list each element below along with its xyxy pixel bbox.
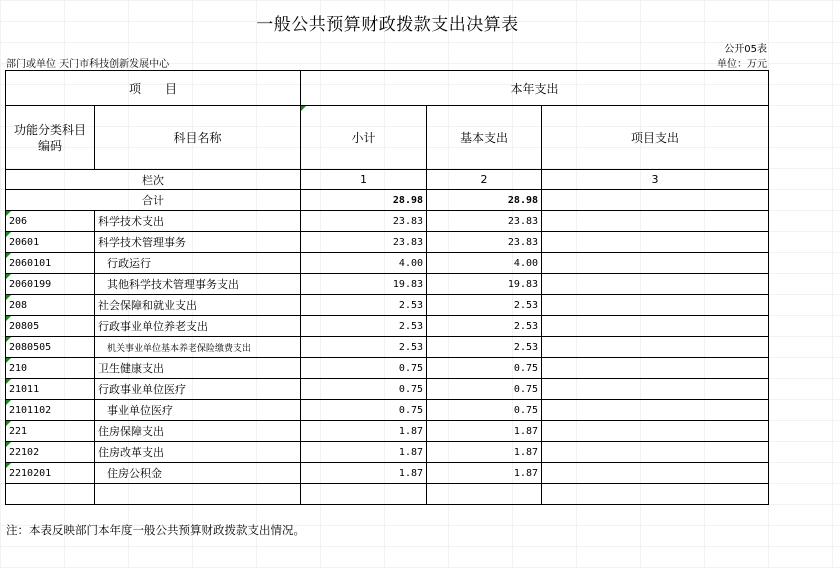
row-subtotal[interactable]: 1.87 (301, 463, 427, 484)
column-index-row (6, 170, 769, 190)
table-row (6, 274, 769, 295)
row-code[interactable]: 210 (6, 358, 95, 379)
header-subject-name[interactable]: 科目名称 (95, 106, 301, 170)
row-project[interactable] (542, 211, 769, 232)
row-basic[interactable]: 2.53 (427, 295, 542, 316)
row-subtotal[interactable]: 4.00 (301, 253, 427, 274)
row-basic[interactable]: 1.87 (427, 421, 542, 442)
row-project[interactable] (542, 253, 769, 274)
row-name[interactable]: 住房公积金 (95, 463, 301, 484)
total-subtotal[interactable]: 28.98 (301, 190, 427, 211)
row-project[interactable] (542, 463, 769, 484)
empty-cell[interactable] (6, 484, 95, 505)
row-subtotal[interactable]: 0.75 (301, 358, 427, 379)
row-basic[interactable]: 1.87 (427, 442, 542, 463)
header-row-1 (6, 71, 769, 106)
header-item[interactable]: 项 目 (6, 71, 301, 106)
table-row (6, 358, 769, 379)
row-code[interactable]: 2080505 (6, 337, 95, 358)
table-row (6, 211, 769, 232)
row-project[interactable] (542, 295, 769, 316)
total-project[interactable] (542, 190, 769, 211)
row-project[interactable] (542, 358, 769, 379)
header-project[interactable]: 项目支出 (542, 106, 769, 170)
row-name[interactable]: 住房保障支出 (95, 421, 301, 442)
row-project[interactable] (542, 400, 769, 421)
department-label: 部门或单位 天门市科技创新发展中心 (6, 59, 170, 70)
row-subtotal[interactable]: 2.53 (301, 295, 427, 316)
row-project[interactable] (542, 232, 769, 253)
row-code[interactable]: 20805 (6, 316, 95, 337)
table-row (6, 421, 769, 442)
table-row (6, 400, 769, 421)
footnote: 注：本表反映部门本年度一般公共预算财政拨款支出情况。 (6, 523, 305, 537)
row-basic[interactable]: 0.75 (427, 358, 542, 379)
column-index-3[interactable]: 3 (542, 170, 769, 190)
row-subtotal[interactable]: 1.87 (301, 421, 427, 442)
row-name[interactable]: 科学技术管理事务 (95, 232, 301, 253)
row-subtotal[interactable]: 2.53 (301, 316, 427, 337)
row-name[interactable]: 行政事业单位养老支出 (95, 316, 301, 337)
header-subtotal[interactable]: 小计 (301, 106, 427, 170)
row-basic[interactable]: 4.00 (427, 253, 542, 274)
row-name[interactable]: 住房改革支出 (95, 442, 301, 463)
table-row (6, 253, 769, 274)
table-row (6, 379, 769, 400)
row-project[interactable] (542, 337, 769, 358)
empty-cell[interactable] (301, 484, 427, 505)
row-subtotal[interactable]: 23.83 (301, 232, 427, 253)
column-index-2[interactable]: 2 (427, 170, 542, 190)
row-basic[interactable]: 1.87 (427, 463, 542, 484)
total-basic[interactable]: 28.98 (427, 190, 542, 211)
row-basic[interactable]: 23.83 (427, 211, 542, 232)
row-basic[interactable]: 2.53 (427, 316, 542, 337)
row-basic[interactable]: 2.53 (427, 337, 542, 358)
row-code[interactable]: 20601 (6, 232, 95, 253)
row-subtotal[interactable]: 0.75 (301, 400, 427, 421)
total-row (6, 190, 769, 211)
table-row (6, 232, 769, 253)
header-current-year[interactable]: 本年支出 (301, 71, 769, 106)
row-subtotal[interactable]: 23.83 (301, 211, 427, 232)
empty-row (6, 484, 769, 505)
row-basic[interactable]: 0.75 (427, 400, 542, 421)
unit-label: 单位：万元 (717, 59, 767, 70)
expenditure-table (5, 70, 769, 505)
row-name[interactable]: 其他科学技术管理事务支出 (95, 274, 301, 295)
table-row (6, 295, 769, 316)
row-subtotal[interactable]: 19.83 (301, 274, 427, 295)
row-code[interactable]: 208 (6, 295, 95, 316)
column-index-label[interactable]: 栏次 (6, 170, 301, 190)
table-row (6, 337, 769, 358)
row-code[interactable]: 2101102 (6, 400, 95, 421)
row-subtotal[interactable]: 2.53 (301, 337, 427, 358)
table-row (6, 463, 769, 484)
row-code[interactable]: 2060199 (6, 274, 95, 295)
row-name[interactable]: 机关事业单位基本养老保险缴费支出 (95, 337, 301, 358)
row-project[interactable] (542, 421, 769, 442)
row-basic[interactable]: 23.83 (427, 232, 542, 253)
row-name[interactable]: 行政事业单位医疗 (95, 379, 301, 400)
row-name[interactable]: 事业单位医疗 (95, 400, 301, 421)
row-code[interactable]: 206 (6, 211, 95, 232)
row-name[interactable]: 行政运行 (95, 253, 301, 274)
form-number: 公开05表 (724, 44, 767, 55)
row-project[interactable] (542, 274, 769, 295)
header-basic[interactable]: 基本支出 (427, 106, 542, 170)
row-code[interactable]: 221 (6, 421, 95, 442)
row-code[interactable]: 21011 (6, 379, 95, 400)
column-index-1[interactable]: 1 (301, 170, 427, 190)
row-code[interactable]: 2060101 (6, 253, 95, 274)
row-subtotal[interactable]: 0.75 (301, 379, 427, 400)
row-name[interactable]: 科学技术支出 (95, 211, 301, 232)
row-subtotal[interactable]: 1.87 (301, 442, 427, 463)
total-label[interactable]: 合计 (6, 190, 301, 211)
row-project[interactable] (542, 442, 769, 463)
empty-cell[interactable] (542, 484, 769, 505)
row-project[interactable] (542, 316, 769, 337)
row-name[interactable]: 卫生健康支出 (95, 358, 301, 379)
row-code[interactable]: 22102 (6, 442, 95, 463)
row-name[interactable]: 社会保障和就业支出 (95, 295, 301, 316)
empty-cell[interactable] (427, 484, 542, 505)
header-row-2 (6, 106, 769, 170)
table-row (6, 442, 769, 463)
report-title: 一般公共预算财政拨款支出决算表 (256, 15, 519, 35)
empty-cell[interactable] (95, 484, 301, 505)
row-code[interactable]: 2210201 (6, 463, 95, 484)
row-project[interactable] (542, 379, 769, 400)
row-basic[interactable]: 19.83 (427, 274, 542, 295)
header-func-code[interactable]: 功能分类科目编码 (6, 106, 95, 170)
row-basic[interactable]: 0.75 (427, 379, 542, 400)
table-row (6, 316, 769, 337)
